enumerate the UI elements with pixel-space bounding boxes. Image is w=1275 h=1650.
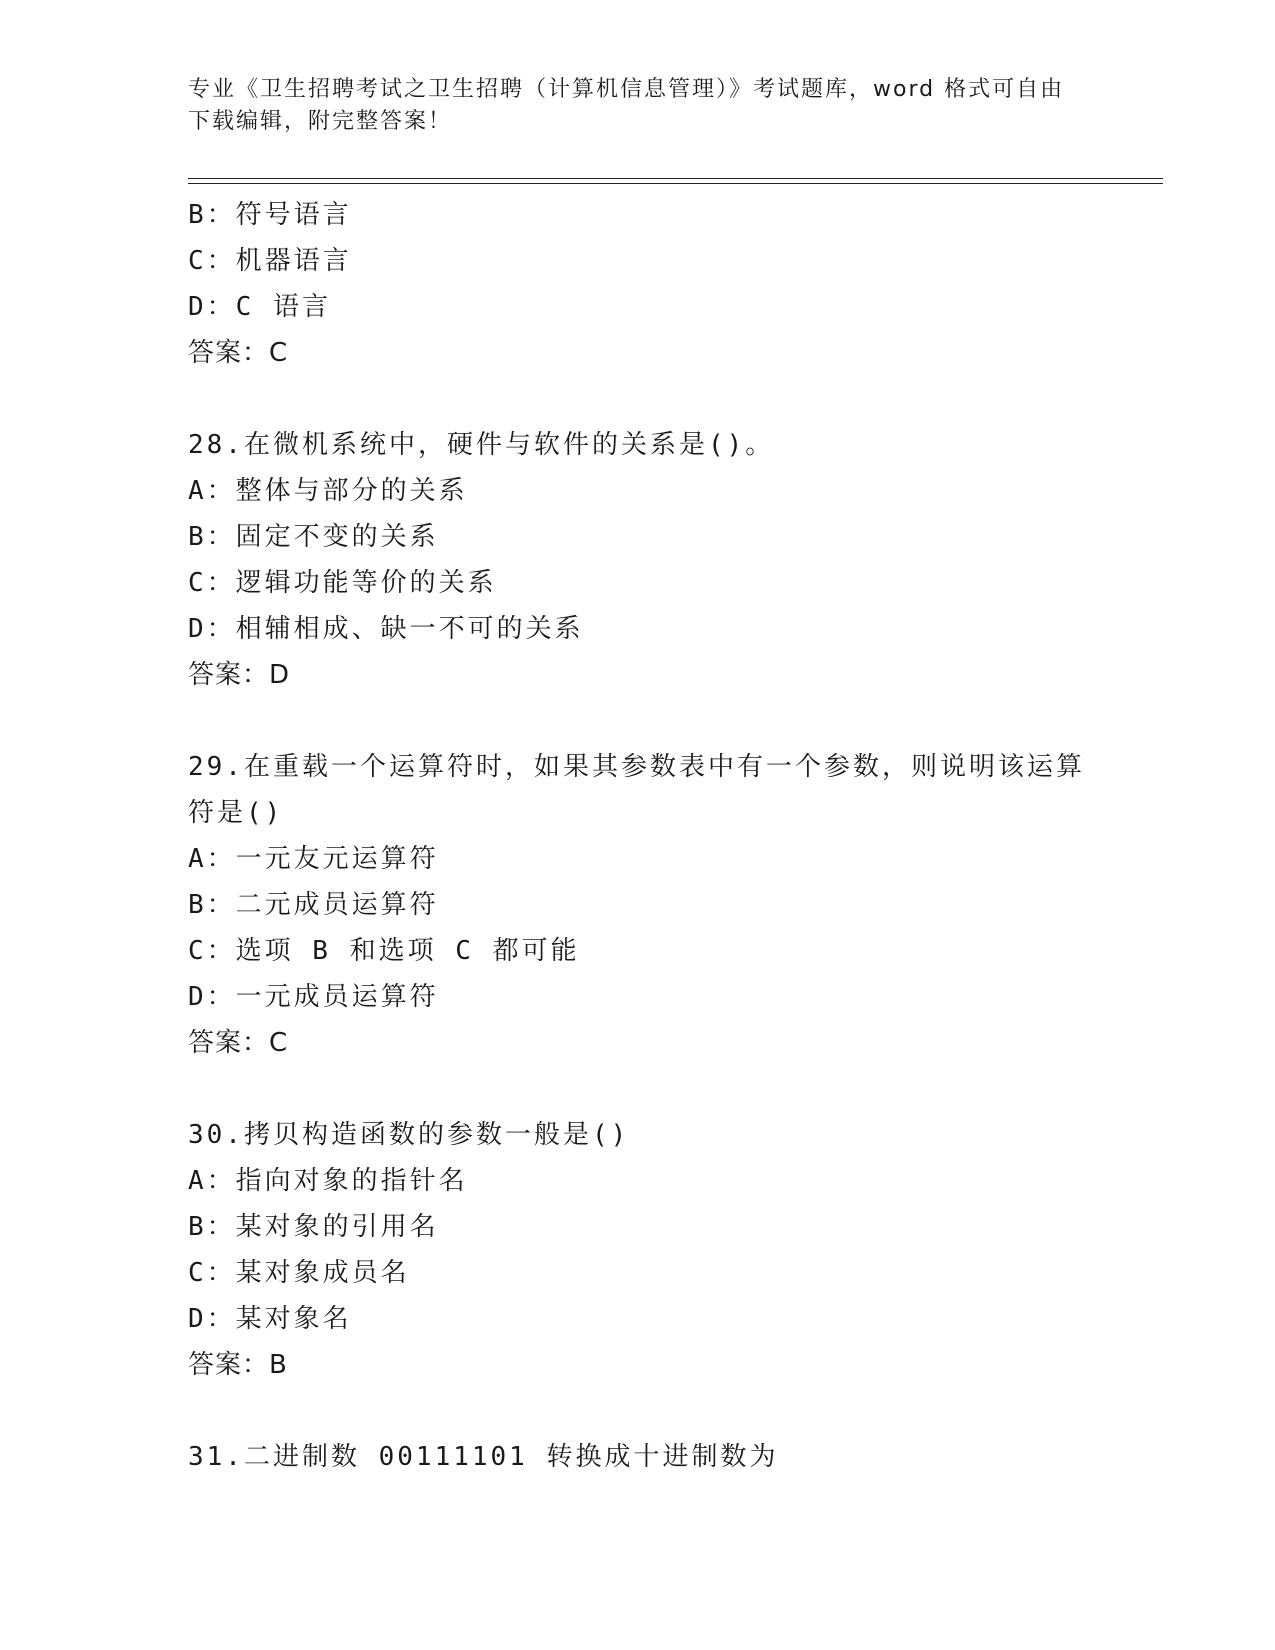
option-c: C：逻辑功能等价的关系 <box>188 568 497 598</box>
option-d: D：一元成员运算符 <box>188 982 439 1012</box>
option-a: A：一元友元运算符 <box>188 844 439 874</box>
question-stem: 28.在微机系统中，硬件与软件的关系是()。 <box>188 430 775 460</box>
option-b: B：某对象的引用名 <box>188 1212 439 1242</box>
option-b: B：二元成员运算符 <box>188 890 439 920</box>
option-d: D：相辅相成、缺一不可的关系 <box>188 614 584 644</box>
option-a: A：指向对象的指针名 <box>188 1166 468 1196</box>
answer-line: 答案：B <box>188 1350 288 1380</box>
option-b: B：符号语言 <box>188 200 352 230</box>
answer-line: 答案：D <box>188 660 291 690</box>
option-a: A：整体与部分的关系 <box>188 476 468 506</box>
header-rule-bottom <box>188 183 1163 184</box>
option-c: C：某对象成员名 <box>188 1258 410 1288</box>
question-stem: 29.在重载一个运算符时，如果其参数表中有一个参数，则说明该运算 <box>188 752 1085 782</box>
option-d: D：C 语言 <box>188 292 331 322</box>
question-stem: 31.二进制数 00111101 转换成十进制数为 <box>188 1442 779 1472</box>
answer-line: 答案：C <box>188 338 289 368</box>
question-stem: 30.拷贝构造函数的参数一般是() <box>188 1120 630 1150</box>
header-rule-top <box>188 178 1163 179</box>
option-c: C：机器语言 <box>188 246 352 276</box>
document-header: 专业《卫生招聘考试之卫生招聘（计算机信息管理）》考试题库，word 格式可自由下载编辑，附完整答案！ <box>188 77 1065 134</box>
question-stem-continued: 符是() <box>188 798 284 828</box>
answer-line: 答案：C <box>188 1028 289 1058</box>
question-list <box>188 192 1088 1480</box>
option-d: D：某对象名 <box>188 1304 352 1334</box>
option-c: C：选项 B 和选项 C 都可能 <box>188 936 580 966</box>
option-b: B：固定不变的关系 <box>188 522 439 552</box>
